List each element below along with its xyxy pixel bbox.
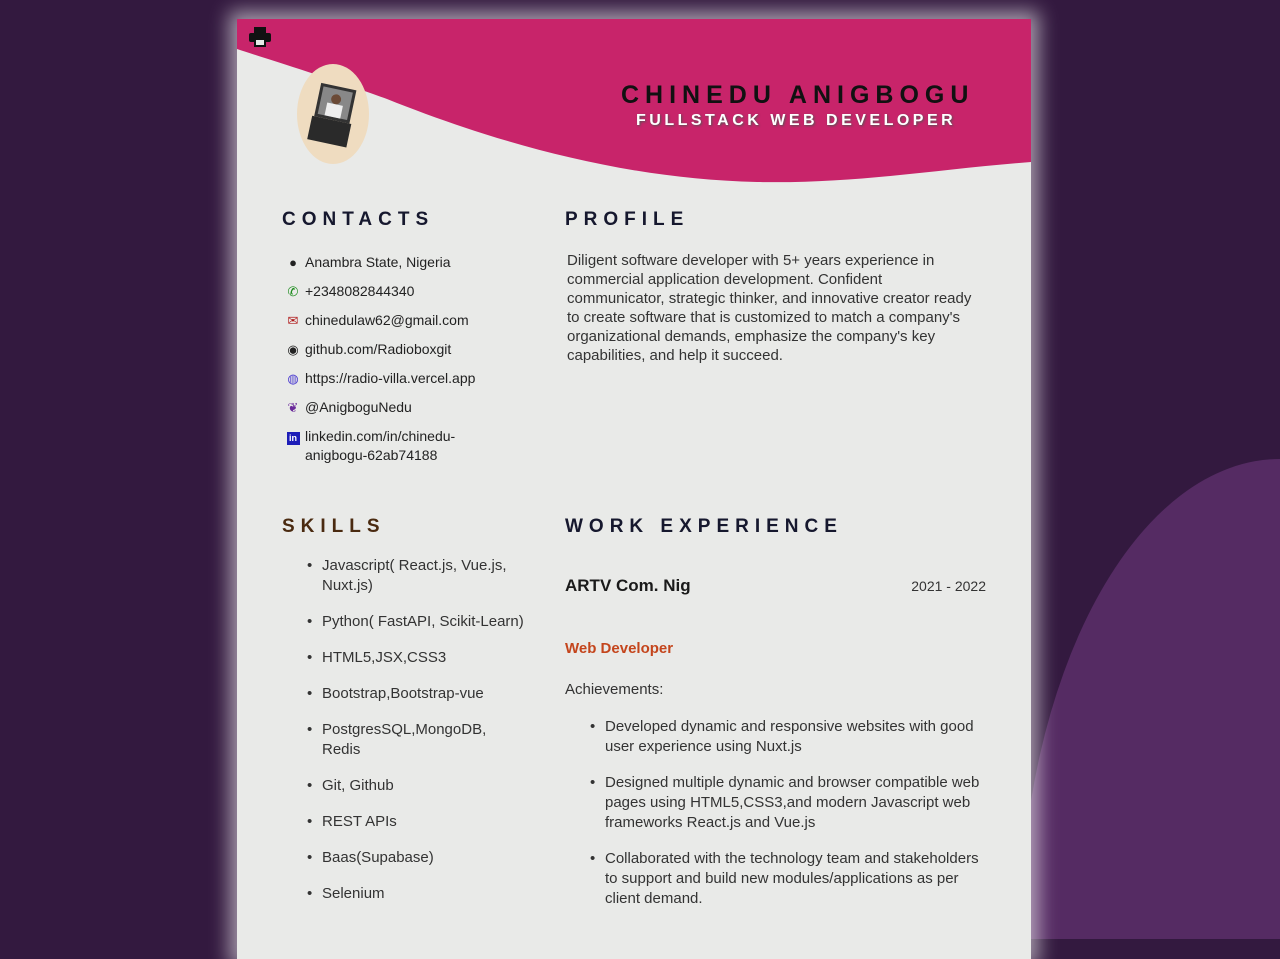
profile-text: Diligent software developer with 5+ years experience in commercial application development. Confident communicator, strategic thinker, and innovative creator ready to create software that is customized to match a company's organizational demands, emphasize the company's key capabilities, and help it succeed. xyxy=(567,252,972,364)
contact-website[interactable]: ◍ https://radio-villa.vercel.app xyxy=(285,369,515,388)
profile-heading: PROFILE xyxy=(565,209,690,230)
envelope-icon: ✉ xyxy=(287,313,299,328)
company-name: ARTV Com. Nig xyxy=(565,576,691,595)
twitter-icon: ❦ xyxy=(287,400,299,415)
contacts-heading: CONTACTS xyxy=(282,209,435,230)
skill-item: • Javascript( React.js, Vue.js, Nuxt.js) xyxy=(307,556,527,596)
skill-item: • Bootstrap,Bootstrap-vue xyxy=(307,684,527,704)
achievements-label: Achievements: xyxy=(565,681,664,698)
contact-location: ● Anambra State, Nigeria xyxy=(285,253,515,272)
achievement-item: • Developed dynamic and responsive websites with good user experience using Nuxt.js xyxy=(590,717,986,757)
job-dates: 2021 - 2022 xyxy=(911,578,986,594)
skill-item: • Selenium xyxy=(307,884,527,904)
skill-item: • Baas(Supabase) xyxy=(307,848,527,868)
contact-phone: ✆ +2348082844340 xyxy=(285,282,515,301)
skill-item: • REST APIs xyxy=(307,812,527,832)
skill-item: • Python( FastAPI, Scikit-Learn) xyxy=(307,612,527,632)
contact-email[interactable]: ✉ chinedulaw62@gmail.com xyxy=(285,311,515,330)
background-shape xyxy=(1020,459,1280,939)
job-entry xyxy=(565,576,986,907)
contact-github[interactable]: ◉ github.com/Radioboxgit xyxy=(285,340,515,359)
achievement-item: • Designed multiple dynamic and browser compatible web pages using HTML5,CSS3,and modern Javascript web frameworks React.js and Vue.js xyxy=(590,773,986,833)
print-icon[interactable] xyxy=(249,27,271,47)
resume-page xyxy=(237,19,1031,959)
contacts-list xyxy=(285,253,515,475)
contact-twitter[interactable]: ❦ @AnigboguNedu xyxy=(285,398,515,417)
resume-name: CHINEDU ANIGBOGU xyxy=(621,81,975,109)
github-icon: ◉ xyxy=(287,342,299,357)
skill-item: • PostgresSQL,MongoDB, Redis xyxy=(307,720,527,760)
skill-item: • HTML5,JSX,CSS3 xyxy=(307,648,527,668)
skills-heading: SKILLS xyxy=(282,516,386,537)
achievement-item: • Collaborated with the technology team and stakeholders to support and build new modules/applications as per client demand. xyxy=(590,849,986,909)
map-marker-icon: ● xyxy=(289,255,297,270)
achievements-list xyxy=(590,717,986,925)
skills-list xyxy=(307,556,527,920)
phone-icon: ✆ xyxy=(287,284,299,299)
work-heading: WORK EXPERIENCE xyxy=(565,516,843,537)
avatar xyxy=(297,64,369,164)
contact-linkedin[interactable]: in linkedin.com/in/chinedu-anigbogu-62ab74188 xyxy=(285,427,515,465)
job-role: Web Developer xyxy=(565,640,674,657)
globe-icon: ◍ xyxy=(287,371,299,386)
job-title: FULLSTACK WEB DEVELOPER xyxy=(636,112,957,129)
linkedin-icon: in xyxy=(285,427,301,465)
skill-item: • Git, Github xyxy=(307,776,527,796)
